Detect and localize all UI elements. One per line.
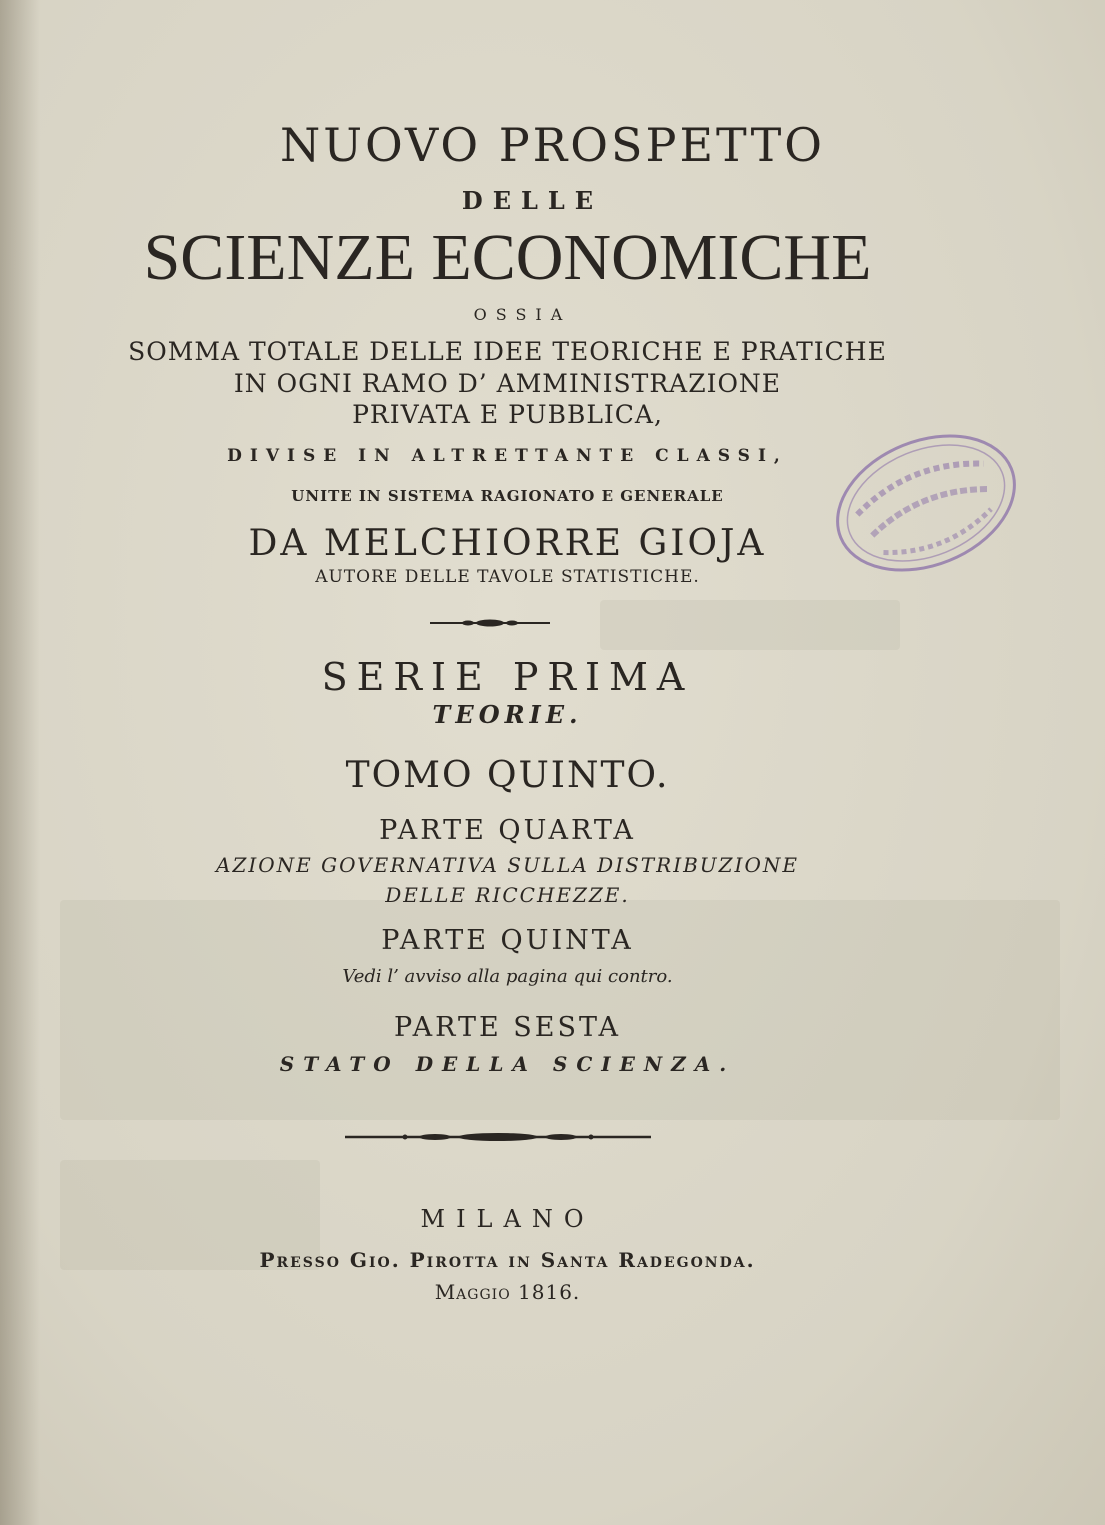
- bleed-through-text: [600, 600, 900, 650]
- author-description: AUTORE DELLE TAVOLE STATISTICHE.: [315, 567, 700, 587]
- title-line-1: NUOVO PROSPETTO: [280, 118, 825, 172]
- imprint-publisher: Presso Gio. Pirotta in Santa Radegonda.: [259, 1248, 756, 1272]
- main-title: SCIENZE ECONOMICHE: [143, 221, 872, 294]
- part-five-note: Vedi l’ avviso alla pagina qui contro.: [342, 966, 673, 987]
- part-four-subtitle-1: AZIONE GOVERNATIVA SULLA DISTRIBUZIONE: [216, 853, 799, 877]
- part-four-heading: PARTE QUARTA: [379, 815, 636, 846]
- ossia-text: OSSIA: [473, 305, 572, 324]
- part-four-subtitle-2: DELLE RICCHEZZE.: [385, 883, 630, 907]
- subtitle-line-4: DIVISE IN ALTRETTANTE CLASSI,: [227, 446, 788, 466]
- subtitle-line-5: UNITE IN SISTEMA RAGIONATO E GENERALE: [291, 487, 724, 505]
- ornamental-rule-large: [345, 1131, 651, 1143]
- ornamental-rule-small: [430, 618, 550, 628]
- imprint-city: MILANO: [420, 1205, 595, 1233]
- part-six-subtitle: STATO DELLA SCIENZA.: [279, 1052, 736, 1076]
- series-heading: SERIE PRIMA: [321, 655, 694, 699]
- title-line-2: DELLE: [461, 186, 604, 215]
- subtitle-line-2: IN OGNI RAMO D’ AMMINISTRAZIONE: [233, 369, 782, 398]
- subtitle-line-3: PRIVATA E PUBBLICA,: [352, 400, 663, 429]
- library-stamp: [828, 418, 1024, 588]
- subtitle-line-1: SOMMA TOTALE DELLE IDEE TEORICHE E PRATICHE: [128, 337, 887, 366]
- part-six-heading: PARTE SESTA: [393, 1012, 622, 1043]
- imprint-date: Maggio 1816.: [434, 1280, 581, 1304]
- series-subheading: TEORIE.: [432, 700, 583, 729]
- author-name: DA MELCHIORRE GIOJA: [248, 523, 767, 564]
- volume-heading: TOMO QUINTO.: [345, 755, 670, 796]
- part-five-heading: PARTE QUINTA: [381, 925, 634, 956]
